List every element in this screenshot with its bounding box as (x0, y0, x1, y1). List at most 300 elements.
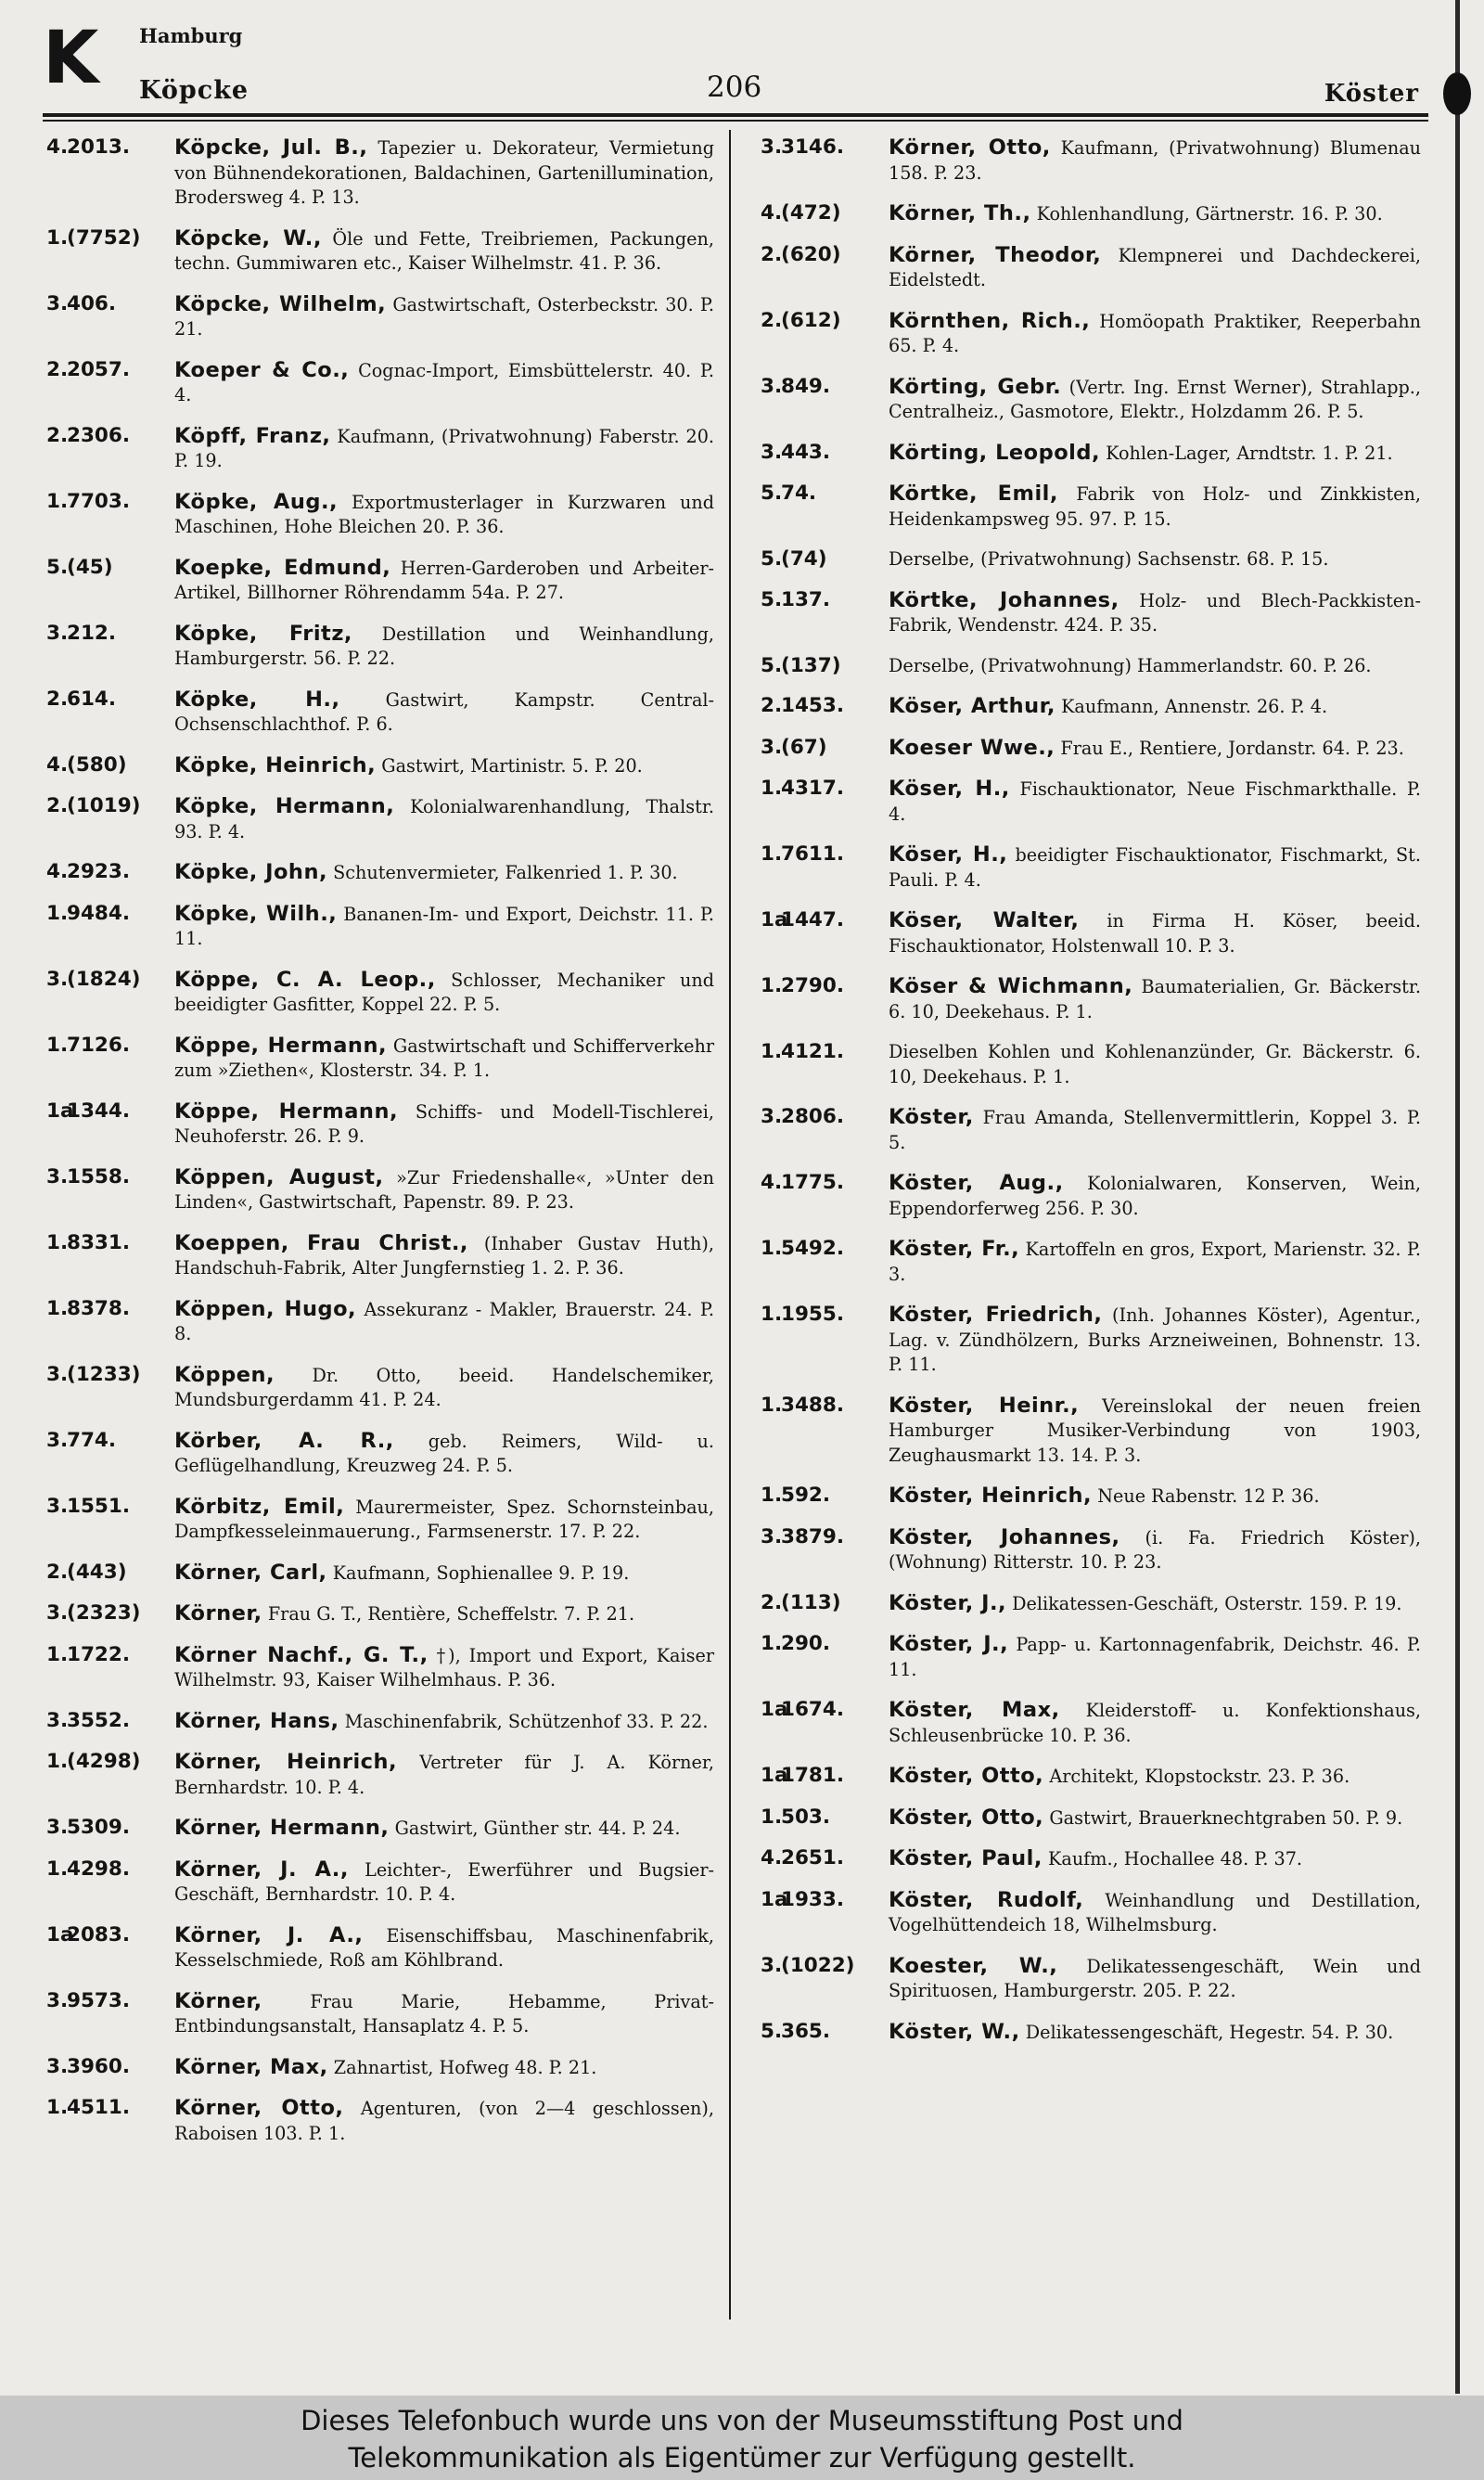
subscriber-number: 4121. (781, 1040, 845, 1063)
subscriber-name: Köppe, C. A. Leop., (174, 967, 436, 992)
directory-entry (46, 753, 714, 779)
subscriber-number: 8331. (67, 1230, 131, 1254)
entry-text (889, 135, 1421, 186)
directory-entry (46, 1034, 714, 1084)
directory-entry (46, 1495, 714, 1545)
subscriber-name: Koepke, Edmund, (174, 555, 391, 580)
entry-details: Exportmusterlager in Kurzwaren und Maschinen, Hohe Bleichen 20. P. 36. (174, 491, 714, 537)
entry-details: Frau G. T., Rentière, Scheffelstr. 7. P. 21. (267, 1603, 635, 1625)
entry-details: Kohlen-Lager, Arndtstr. 1. P. 21. (1106, 442, 1393, 464)
entry-text (889, 1237, 1421, 1287)
entry-details: Kohlenhandlung, Gärtnerstr. 16. P. 30. (1036, 203, 1383, 225)
subscriber-name: Köpcke, W., (174, 225, 322, 251)
entry-details: Dieselben Kohlen und Kohlenanzünder, Gr. Bäckerstr. 6. 10, Deekehaus. P. 1. (889, 1041, 1421, 1087)
entry-text (174, 135, 714, 211)
subscriber-number: (612) (781, 308, 841, 332)
phone-number (761, 654, 883, 679)
entry-details: Schiffs- und Modell-Tischlerei, Neuhoferstr. 26. P. 9. (174, 1100, 715, 1147)
subscriber-number: (45) (67, 555, 113, 579)
entry-text (889, 694, 1421, 720)
directory-entry (761, 1394, 1421, 1469)
phone-number (46, 968, 169, 993)
directory-entry (761, 547, 1421, 572)
subscriber-number: (113) (781, 1590, 841, 1614)
phone-number (46, 2096, 169, 2121)
phone-number (761, 1040, 883, 1065)
entry-text (174, 1750, 714, 1800)
entry-details: Holz- und Blech-Packkisten-Fabrik, Wendenstr. 424. P. 35. (889, 589, 1421, 636)
exchange-code: 1a (46, 1922, 74, 1947)
directory-entry (761, 1040, 1421, 1089)
exchange-code: 5. (761, 547, 783, 571)
subscriber-number: (443) (67, 1560, 127, 1584)
subscriber-name: Köppe, Hermann, (174, 1099, 399, 1124)
entry-details: Gastwirt, Kampstr. Central-Ochsenschlachthof. P. 6. (174, 688, 715, 735)
entry-details: Gastwirt, Brauerknechtgraben 50. P. 9. (1049, 1806, 1403, 1829)
subscriber-number: (4298) (67, 1750, 141, 1773)
directory-entry (761, 694, 1421, 720)
subscriber-name: Köpke, Heinrich, (174, 752, 377, 777)
entry-details: Vereinslokal der neuen freien Hamburger Musiker-Verbindung von 1903, Zeughausmarkt 13. 14. P. 3. (889, 1394, 1421, 1466)
entry-text (889, 441, 1421, 467)
subscriber-name: Körner, Otto, (889, 135, 1051, 160)
subscriber-number: 4511. (67, 2096, 131, 2119)
phone-number (761, 1805, 883, 1831)
subscriber-number: 3552. (67, 1708, 131, 1732)
directory-entry (761, 1237, 1421, 1287)
subscriber-name: Köster, J., (889, 1590, 1007, 1615)
exchange-code: 3. (46, 1494, 69, 1518)
entry-details: Derselbe, (Privatwohnung) Hammerlandstr. 60. P. 26. (889, 654, 1372, 676)
entry-text (889, 842, 1421, 893)
entry-details: Schlosser, Mechaniker und beeidigter Gasfitter, Koppel 22. P. 5. (174, 969, 714, 1015)
entry-text (889, 736, 1421, 762)
exchange-code: 2. (46, 687, 69, 711)
exchange-code: 4. (761, 1171, 783, 1194)
entry-details: Schutenvermieter, Falkenried 1. P. 30. (333, 862, 678, 883)
exchange-code: 3. (46, 1428, 69, 1452)
entry-text (174, 1495, 714, 1545)
entry-details: Kaufmann, (Privatwohnung) Faberstr. 20. P. 19. (174, 425, 715, 471)
directory-entry (46, 292, 714, 342)
entry-details: geb. Reimers, Wild- u. Geflügelhandlung, Kreuzweg 24. P. 5. (174, 1430, 714, 1476)
directory-entry (46, 1429, 714, 1479)
subscriber-name: Körner, (174, 1601, 262, 1625)
entry-text (889, 1888, 1421, 1938)
entry-details: Fischauktionator, Neue Fischmarkthalle. P. 4. (889, 778, 1421, 825)
subscriber-name: Köser, H., (889, 842, 1008, 867)
phone-number (761, 375, 883, 400)
exchange-code: 3. (46, 1164, 69, 1189)
entry-text (889, 1171, 1421, 1221)
subscriber-number: 774. (67, 1428, 117, 1452)
entry-details: Delikatessengeschäft, Wein und Spirituosen, Hamburgerstr. 205. P. 22. (889, 1955, 1421, 2001)
directory-entry (46, 860, 714, 886)
phone-number (761, 1525, 883, 1550)
exchange-code: 2. (761, 242, 783, 266)
exchange-code: 3. (761, 135, 783, 159)
subscriber-name: Köster, J., (889, 1632, 1009, 1656)
subscriber-number: 3146. (781, 135, 845, 159)
entry-text (174, 226, 714, 276)
directory-entry (761, 777, 1421, 827)
phone-number (761, 309, 883, 334)
footer-line-2: Telekommunikation als Eigentümer zur Verfügung gestellt. (348, 2442, 1136, 2474)
phone-number (761, 441, 883, 466)
exchange-code: 1. (46, 1033, 69, 1057)
directory-entry (46, 1923, 714, 1973)
phone-number (46, 226, 169, 251)
subscriber-name: Köster, W., (889, 2019, 1020, 2044)
footer-notice (0, 2396, 1484, 2480)
subscriber-number: (67) (781, 735, 827, 759)
exchange-code: 3. (46, 1708, 69, 1732)
subscriber-name: Köpke, Aug., (174, 489, 339, 514)
left-guide-word: Köpcke (139, 76, 249, 105)
subscriber-name: Körting, Gebr. (889, 374, 1062, 399)
subscriber-name: Koeser Wwe., (889, 735, 1055, 760)
entry-text (889, 1805, 1421, 1831)
directory-entry (761, 201, 1421, 227)
subscriber-name: Körtke, Emil, (889, 482, 1058, 506)
exchange-code: 4. (761, 201, 783, 225)
subscriber-number: 1955. (781, 1303, 845, 1326)
exchange-code: 4. (761, 1846, 783, 1870)
entry-text (174, 753, 714, 779)
directory-entry (761, 1171, 1421, 1221)
entry-details: Papp- u. Kartonnagenfabrik, Deichstr. 46. P. 11. (889, 1634, 1421, 1680)
subscriber-name: Körtke, Johannes, (889, 587, 1119, 612)
entry-details: Bananen-Im- und Export, Deichstr. 11. P. 11. (174, 903, 714, 949)
exchange-code: 2. (46, 357, 69, 381)
exchange-code: 3. (761, 1953, 783, 1977)
entry-details: Weinhandlung und Destillation, Vogelhüttendeich 18, Wilhelmsburg. (889, 1889, 1421, 1935)
exchange-code: 1. (46, 225, 69, 250)
entry-details: in Firma H. Köser, beeid. Fischauktionator, Holstenwall 10. P. 3. (889, 910, 1421, 957)
phone-number (46, 1231, 169, 1256)
exchange-code: 3. (761, 440, 783, 464)
subscriber-name: Köster, Max, (889, 1698, 1060, 1722)
entry-details: Cognac-Import, Eimsbüttelerstr. 40. P. 4. (174, 359, 714, 405)
directory-entry (761, 588, 1421, 638)
directory-entry (761, 2020, 1421, 2046)
subscriber-number: 2306. (67, 423, 131, 447)
entry-details: (Inh. Johannes Köster), Agentur., Lag. v. Zündhölzern, Burks Arzneiweinen, Bohnenstr. 13. P. 11. (889, 1304, 1421, 1375)
exchange-code: 3. (46, 1601, 69, 1625)
exchange-code: 1. (761, 1040, 783, 1063)
subscriber-name: Köster, Johannes, (889, 1524, 1120, 1549)
directory-entry (761, 842, 1421, 893)
phone-number (761, 974, 883, 999)
entry-details: Kleiderstoff- u. Konfektionshaus, Schleusenbrücke 10. P. 36. (889, 1700, 1421, 1746)
subscriber-name: Koester, W., (889, 1953, 1058, 1978)
subscriber-name: Körting, Leopold, (889, 440, 1101, 465)
directory-entry (761, 1105, 1421, 1155)
exchange-code: 1a (46, 1099, 74, 1123)
exchange-code: 5. (761, 587, 783, 611)
exchange-code: 3. (761, 1524, 783, 1548)
entry-text (174, 1561, 714, 1587)
exchange-code: 1. (46, 1296, 69, 1320)
exchange-code: 2. (46, 1560, 69, 1584)
subscriber-number: 1674. (781, 1698, 845, 1721)
exchange-code: 1. (46, 1230, 69, 1254)
subscriber-number: 849. (781, 374, 831, 398)
subscriber-name: Köpcke, Jul. B., (174, 135, 368, 160)
directory-entry (761, 1805, 1421, 1831)
directory-entry (46, 2055, 714, 2081)
directory-entry (761, 1764, 1421, 1790)
phone-number (761, 201, 883, 226)
phone-number (761, 1303, 883, 1328)
subscriber-name: Köpke, Wilh., (174, 901, 338, 926)
exchange-code: 1a (761, 1764, 788, 1787)
phone-number (761, 1394, 883, 1419)
subscriber-name: Köpke, Fritz, (174, 621, 352, 646)
subscriber-number: 2083. (67, 1922, 131, 1947)
subscriber-number: 9484. (67, 901, 131, 925)
directory-entry (46, 1709, 714, 1735)
subscriber-number: (472) (781, 201, 841, 225)
subscriber-name: Koeppen, Frau Christ., (174, 1230, 468, 1255)
subscriber-number: (1022) (781, 1953, 855, 1977)
phone-number (46, 1643, 169, 1668)
entry-details: Gastwirt, Günther str. 44. P. 24. (394, 1818, 681, 1839)
entry-details: Zahnartist, Hofweg 48. P. 21. (333, 2056, 597, 2078)
exchange-code: 3. (761, 735, 783, 759)
phone-number (761, 694, 883, 719)
exchange-code: 1. (761, 1484, 783, 1507)
exchange-code: 3. (46, 2054, 69, 2078)
subscriber-name: Köppen, August, (174, 1164, 384, 1189)
phone-number (46, 902, 169, 927)
phone-number (761, 1846, 883, 1871)
entry-text (174, 1363, 714, 1413)
exchange-code: 2. (46, 423, 69, 447)
phone-number (46, 1363, 169, 1388)
directory-entry (761, 974, 1421, 1024)
phone-number (46, 1857, 169, 1882)
entry-details: Baumaterialien, Gr. Bäckerstr. 6. 10, Deekehaus. P. 1. (889, 976, 1421, 1022)
subscriber-number: 4317. (781, 777, 845, 800)
entry-details: Homöopath Praktiker, Reeperbahn 65. P. 4. (889, 310, 1421, 356)
entry-details: Gastwirtschaft, Osterbeckstr. 30. P. 21. (174, 293, 714, 340)
entry-details: Kaufmann, Annenstr. 26. P. 4. (1061, 696, 1328, 717)
directory-entry (46, 1816, 714, 1842)
subscriber-number: 74. (781, 482, 817, 505)
exchange-code: 2. (46, 794, 69, 817)
entry-text (889, 309, 1421, 359)
directory-entry (46, 902, 714, 952)
directory-entry (46, 1165, 714, 1215)
entry-text (889, 375, 1421, 425)
subscriber-name: Köster, Heinr., (889, 1393, 1080, 1418)
phone-number (46, 860, 169, 885)
phone-number (46, 358, 169, 383)
entry-text (889, 1394, 1421, 1469)
exchange-code: 1. (761, 777, 783, 800)
header-rule-thin (43, 120, 1428, 122)
entry-text (174, 292, 714, 342)
directory-entry (761, 309, 1421, 359)
directory-entry (46, 1297, 714, 1347)
directory-entry (761, 441, 1421, 467)
entry-details: Kaufmann, Sophienallee 9. P. 19. (332, 1561, 630, 1584)
subscriber-number: 3879. (781, 1524, 845, 1548)
directory-entry (46, 622, 714, 672)
entry-text (889, 1954, 1421, 2004)
entry-details: Kolonialwaren, Konserven, Wein, Eppendorferweg 256. P. 30. (889, 1173, 1421, 1219)
directory-entry (761, 1954, 1421, 2004)
exchange-code: 1. (46, 1750, 69, 1773)
subscriber-number: 7611. (781, 842, 845, 866)
subscriber-number: 290. (781, 1632, 831, 1655)
directory-entry (761, 654, 1421, 679)
right-column (761, 135, 1421, 2061)
exchange-code: 2. (761, 1590, 783, 1614)
subscriber-number: 137. (781, 587, 831, 611)
subscriber-name: Köppe, Hermann, (174, 1033, 388, 1058)
subscriber-number: 5492. (781, 1237, 845, 1260)
exchange-code: 5. (761, 2019, 783, 2043)
entry-text (174, 1923, 714, 1973)
subscriber-name: Körner, Th., (889, 201, 1031, 225)
entry-details: Kolonialwarenhandlung, Thalstr. 93. P. 4. (174, 796, 714, 842)
exchange-code: 5. (46, 555, 69, 579)
directory-entry (46, 226, 714, 276)
directory-entry (761, 736, 1421, 762)
entry-text (889, 588, 1421, 638)
directory-entry (46, 687, 714, 738)
subscriber-number: 212. (67, 621, 117, 645)
exchange-code: 1. (46, 1642, 69, 1666)
entry-text (174, 1034, 714, 1084)
subscriber-name: Köser, Walter, (889, 908, 1080, 932)
phone-number (46, 1429, 169, 1454)
subscriber-name: Körner, Otto, (174, 2096, 344, 2120)
subscriber-number: 443. (781, 440, 831, 464)
subscriber-number: 1447. (781, 908, 845, 932)
entry-details: Assekuranz - Makler, Brauerstr. 24. P. 8. (174, 1298, 714, 1344)
directory-entry (761, 1632, 1421, 1682)
subscriber-name: Köster, Fr., (889, 1237, 1020, 1261)
directory-entry (761, 1698, 1421, 1748)
subscriber-name: Köster, Heinrich, (889, 1484, 1093, 1508)
directory-entry (761, 1303, 1421, 1378)
subscriber-number: 2013. (67, 135, 131, 159)
phone-number (46, 687, 169, 713)
phone-number (761, 1591, 883, 1616)
subscriber-number: 2806. (781, 1105, 845, 1128)
directory-entry (46, 2096, 714, 2146)
subscriber-number: 5309. (67, 1816, 131, 1839)
subscriber-number: 1775. (781, 1171, 845, 1194)
phone-number (46, 1750, 169, 1775)
phone-number (46, 135, 169, 161)
directory-entry (46, 490, 714, 540)
subscriber-name: Köppen, (174, 1362, 275, 1387)
entry-text (889, 1525, 1421, 1575)
entry-details: Leichter-, Ewerführer und Bugsier-Geschäft, Bernhardstr. 10. P. 4. (174, 1858, 714, 1905)
entry-text (174, 1601, 714, 1627)
phone-number (761, 908, 883, 933)
exchange-code: 4. (46, 860, 69, 883)
exchange-code: 3. (761, 1105, 783, 1128)
phone-number (761, 1171, 883, 1196)
directory-entry (46, 1231, 714, 1281)
phone-number (46, 1989, 169, 2014)
entry-text (889, 482, 1421, 532)
entry-details: beeidigter Fischauktionator, Fischmarkt, St. Pauli. P. 4. (889, 844, 1421, 891)
phone-number (46, 2055, 169, 2080)
subscriber-number: 7703. (67, 489, 131, 513)
exchange-code: 1. (761, 1393, 783, 1417)
entry-text (889, 654, 1421, 679)
subscriber-name: Köpff, Franz, (174, 423, 331, 448)
city-heading: Hamburg (139, 24, 243, 47)
exchange-code: 3. (46, 1816, 69, 1839)
subscriber-name: Köster, Otto, (889, 1764, 1044, 1788)
exchange-code: 1. (761, 1237, 783, 1260)
entry-details: (Inhaber Gustav Huth), Handschuh-Fabrik, Alter Jungfernstieg 1. 2. P. 36. (174, 1232, 714, 1279)
subscriber-number: (137) (781, 653, 841, 677)
entry-text (889, 243, 1421, 293)
phone-number (46, 753, 169, 778)
phone-number (46, 1099, 169, 1124)
directory-entry (761, 1888, 1421, 1938)
entry-text (174, 490, 714, 540)
entry-details: Frau Marie, Hebamme, Privat-Entbindungsanstalt, Hansaplatz 4. P. 5. (174, 1990, 714, 2037)
directory-entry (761, 1846, 1421, 1872)
exchange-code: 4. (46, 752, 69, 777)
exchange-code: 1a (761, 1698, 788, 1721)
entry-text (174, 2055, 714, 2081)
directory-entry (46, 1643, 714, 1693)
directory-entry (761, 482, 1421, 532)
entry-details: Maschinenfabrik, Schützenhof 33. P. 22. (344, 1710, 709, 1732)
entry-text (889, 1303, 1421, 1378)
exchange-code: 4. (46, 135, 69, 159)
exchange-code: 2. (761, 694, 783, 717)
subscriber-number: 2651. (781, 1846, 845, 1870)
exchange-code: 1a (761, 1887, 788, 1911)
subscriber-name: Köser, H., (889, 777, 1010, 801)
entry-text (889, 547, 1421, 572)
subscriber-number: (580) (67, 752, 127, 777)
phone-number (761, 736, 883, 761)
phone-number (46, 292, 169, 317)
directory-entry (46, 556, 714, 606)
subscriber-name: Körber, A. R., (174, 1428, 394, 1453)
entry-text (889, 777, 1421, 827)
subscriber-number: 614. (67, 687, 117, 711)
subscriber-name: Köpke, Hermann, (174, 794, 395, 818)
phone-number (46, 424, 169, 449)
phone-number (761, 243, 883, 268)
entry-text (174, 1231, 714, 1281)
binding-clip-icon (1443, 72, 1471, 115)
entry-details: †), Import und Export, Kaiser Wilhelmstr. 93, Kaiser Wilhelmhaus. P. 36. (174, 1644, 714, 1690)
phone-number (46, 1709, 169, 1734)
entry-text (889, 1698, 1421, 1748)
entry-text (889, 974, 1421, 1024)
entry-details: Klempnerei und Dachdeckerei, Eidelstedt. (889, 244, 1422, 290)
entry-text (174, 556, 714, 606)
exchange-code: 3. (46, 621, 69, 645)
subscriber-number: 2923. (67, 860, 131, 883)
entry-text (889, 1105, 1421, 1155)
directory-entry (46, 968, 714, 1018)
